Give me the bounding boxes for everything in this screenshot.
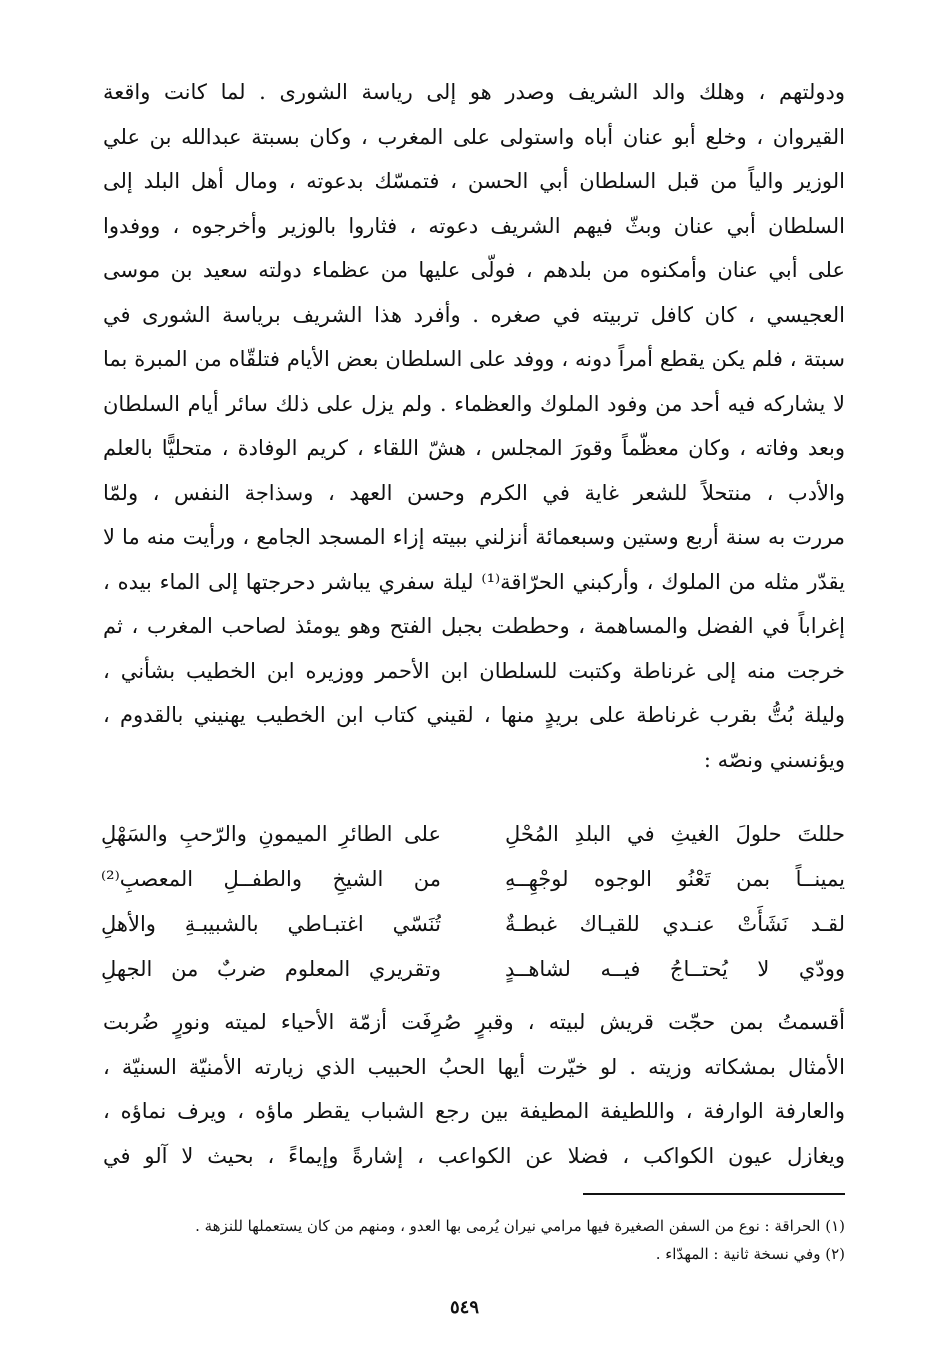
prose-bottom bbox=[103, 1000, 845, 1178]
prose-line: مررت به سنة أربع وستين وسبعمائة أنزلني ببيته إزاء المسجد الجامع ، ورأيت منه ما لا bbox=[103, 525, 845, 549]
prose-line: لا يشاركه فيه أحد من وفود الملوك والعظماء . ولم يزل على ذلك سائر أيام السلطان bbox=[103, 391, 845, 416]
verse-first-hemistich: حللتَ حلولَ الغيثِ في البلدِ المُحْلِ bbox=[505, 822, 845, 846]
prose-line: السلطان أبي عنان وبثّ فيهم الشريف دعوته ، فثاروا بالوزير وأخرجوه ، ووفدوا bbox=[103, 213, 845, 238]
prose-top bbox=[103, 70, 845, 782]
verse-second-hemistich: من الشيخِ والطفــلِ المعصبِ⁽²⁾ bbox=[101, 867, 441, 891]
poem-verse bbox=[101, 947, 845, 992]
prose-line: ويغازل عيون الكواكب ، فضلا عن الكواعب ، إشارةً وإيماءً ، بحيث لا آلو في bbox=[103, 1143, 845, 1168]
prose-line: على أبي عنان وأمكنوه من بلدهم ، فولّى عليها من عظماء دولته سعيد بن موسى bbox=[103, 258, 845, 282]
prose-line: إغراباً في الفضل والمساهمة ، وحططت بجبل الفتح وهو يومئذ لصاحب المغرب ، ثم bbox=[103, 614, 845, 638]
verse-second-hemistich: تُنَسّي اغتبـاطي بالشبيبـةِ والأهلِ bbox=[101, 912, 441, 936]
page-number: ٥٤٩ bbox=[449, 1297, 479, 1318]
prose-line: سبتة ، فلم يكن يقطع أمراً دونه ، ووفد على السلطان بعض الأيام فتلقّاه من المبرة بما bbox=[103, 347, 845, 371]
verse-second-hemistich: على الطائرِ الميمونِ والرّحبِ والسَهْلِ bbox=[101, 822, 441, 846]
prose-line: القيروان ، وخلع أبو عنان أباه واستولى على المغرب ، وكان بسبتة عبدالله بن علي bbox=[103, 124, 845, 149]
footnotes bbox=[101, 1212, 845, 1268]
poem-verse bbox=[101, 902, 845, 947]
prose-line: أقسمتُ بمن حجّت قريش لبيته ، وقبرٍ صُرِفَت أزمّة الأحياء لميته ونورٍ ضُربت bbox=[103, 1010, 845, 1034]
verse-first-hemistich: لقـد نَشَأَتْ عنـدي للقيـاك غبطـةٌ bbox=[505, 912, 845, 936]
prose-line: الأمثال بمشكاته وزيته . لو خيّرت أيها الحبُ الحبيب الذي زيارته الأمنيّة السنيّة ، bbox=[103, 1054, 845, 1079]
prose-line: ويؤنسني ونصّه : bbox=[703, 747, 845, 772]
poem bbox=[101, 812, 845, 992]
prose-line: العجيسي ، كان كافل تربيته في صغره . وأفرد هذا الشريف برياسة الشورى في bbox=[103, 302, 845, 327]
footnote-divider bbox=[583, 1193, 845, 1195]
footnote: (٢) وفي نسخة ثانية : المهدّاء . bbox=[655, 1245, 845, 1263]
prose-line: ودولتهم ، وهلك والد الشريف وصدر هو إلى رياسة الشورى . لما كانت واقعة bbox=[103, 80, 845, 104]
poem-verse bbox=[101, 812, 845, 857]
prose-line: والأدب ، منتحلاً للشعر غاية في الكرم وحسن العهد ، وسذاجة النفس ، ولمّا bbox=[103, 480, 845, 505]
prose-line: وبعد وفاته ، وكان معظّماً وقورَ المجلس ، هشّ اللقاء ، كريم الوفادة ، متحليًّا بالعلم bbox=[103, 436, 845, 460]
prose-line: والعارفة الوارفة ، واللطيفة المطيفة بين رجع الشباب يقطر ماؤه ، ويرف نماؤه ، bbox=[103, 1099, 845, 1123]
verse-first-hemistich: يمينــاً بمن تَعْنُو الوجوه لوجْهِــهِ bbox=[505, 867, 845, 891]
poem-verse bbox=[101, 857, 845, 902]
verse-second-hemistich: وتقريري المعلوم ضربٌ من الجهلِ bbox=[101, 957, 441, 981]
prose-line: خرجت منه إلى غرناطة وكتبت للسلطان ابن الأحمر ووزيره ابن الخطيب بشأني ، bbox=[103, 658, 845, 683]
footnote: (١) الحراقة : نوع من السفن الصغيرة فيها مرامي نيران يُرمى بها العدو ، ومنهم من كان يستعملها للنزهة . bbox=[195, 1217, 845, 1235]
prose-line: يقدّر مثله من الملوك ، وأركبني الحرّاقة⁽¹⁾ ليلة سفري يباشر دحرجتها إلى الماء بيده ، bbox=[103, 569, 845, 594]
prose-line: وليلة بُتُّ بقرب غرناطة على بريدٍ منها ، لقيني كتاب ابن الخطيب يهنيني بالقدوم ، bbox=[103, 703, 845, 727]
prose-line: الوزير والياً من قبل السلطان أبي الحسن ، فتمسّك بدعوته ، ومال أهل البلد إلى bbox=[103, 169, 845, 193]
verse-first-hemistich: وودّي لا يُحتــاجُ فيــه لشاهــدٍ bbox=[505, 957, 845, 981]
